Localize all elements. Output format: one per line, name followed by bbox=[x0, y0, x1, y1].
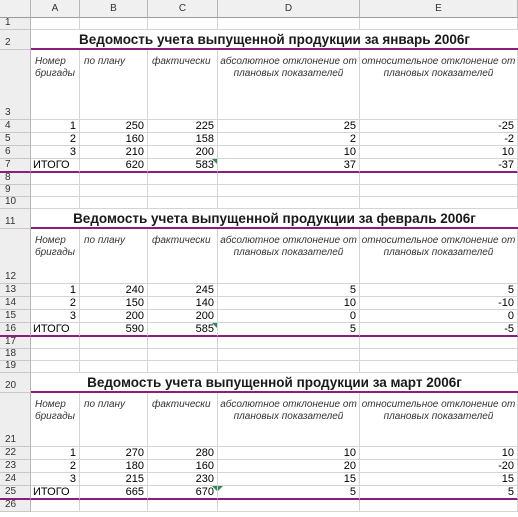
cell-d8[interactable] bbox=[218, 173, 360, 185]
cell-value: 230 bbox=[195, 473, 214, 485]
cell-value: 1 bbox=[69, 447, 76, 459]
sheet-row-4 bbox=[0, 120, 518, 133]
header-fact[interactable]: фактически bbox=[148, 50, 218, 120]
row-header-11[interactable] bbox=[0, 209, 31, 229]
cell-c17[interactable] bbox=[148, 337, 218, 349]
cell-e9[interactable] bbox=[360, 185, 518, 197]
row-header-23[interactable] bbox=[0, 460, 31, 473]
cell-d14[interactable] bbox=[218, 297, 360, 310]
sheet-row-18 bbox=[0, 349, 518, 361]
cell-d9[interactable] bbox=[218, 185, 360, 197]
cell-d18[interactable] bbox=[218, 349, 360, 361]
sheet-row-11 bbox=[0, 209, 518, 229]
total-value: 5 bbox=[349, 486, 356, 498]
cell-b13[interactable] bbox=[80, 284, 148, 297]
row-header-26[interactable] bbox=[0, 500, 31, 512]
header-abs[interactable]: абсолютное отклонение от плановых показателей bbox=[218, 50, 360, 120]
sheet-row-12 bbox=[0, 229, 518, 284]
sheet-row-15 bbox=[0, 310, 518, 323]
cell-e23[interactable] bbox=[360, 460, 518, 473]
header-fact[interactable]: фактически bbox=[148, 393, 218, 447]
row-header-12[interactable] bbox=[0, 229, 31, 284]
sheet-row-6 bbox=[0, 146, 518, 159]
total-value: 620 bbox=[125, 159, 144, 171]
cell-value: 15 bbox=[343, 473, 356, 485]
cell-a23[interactable] bbox=[31, 460, 80, 473]
cell-b18[interactable] bbox=[80, 349, 148, 361]
sheet-row-2 bbox=[0, 30, 518, 50]
cell-b9[interactable] bbox=[80, 185, 148, 197]
sheet-row-17 bbox=[0, 337, 518, 349]
error-indicator-icon bbox=[212, 323, 217, 328]
sheet-row-23 bbox=[0, 460, 518, 473]
cell-value: 215 bbox=[125, 473, 144, 485]
cell-e15[interactable] bbox=[360, 310, 518, 323]
cell-value: -2 bbox=[504, 133, 514, 145]
cell-value: -20 bbox=[498, 460, 514, 472]
row-header-6[interactable] bbox=[0, 146, 31, 159]
cell-value: 2 bbox=[69, 133, 76, 145]
sheet-row-25 bbox=[0, 486, 518, 500]
cell-a15[interactable] bbox=[31, 310, 80, 323]
cell-a1[interactable] bbox=[31, 18, 80, 30]
cell-c4[interactable] bbox=[148, 120, 218, 133]
cell-b22[interactable] bbox=[80, 447, 148, 460]
cell-e22[interactable] bbox=[360, 447, 518, 460]
cell-value: 15 bbox=[501, 473, 514, 485]
cell-c10[interactable] bbox=[148, 197, 218, 209]
cell-a26[interactable] bbox=[31, 500, 80, 512]
cell-d4[interactable] bbox=[218, 120, 360, 133]
row-header-24[interactable] bbox=[0, 473, 31, 486]
sheet-row-20 bbox=[0, 373, 518, 393]
cell-e18[interactable] bbox=[360, 349, 518, 361]
row-header-3[interactable] bbox=[0, 50, 31, 120]
row-number: 5 bbox=[5, 133, 11, 144]
cell-value: -25 bbox=[498, 120, 514, 132]
cell-value: 270 bbox=[125, 447, 144, 459]
cell-value: 0 bbox=[507, 310, 514, 322]
cell-value: -10 bbox=[498, 297, 514, 309]
header-rel[interactable]: относительное отклонение от плановых показателей bbox=[360, 393, 518, 447]
row-header-9[interactable] bbox=[0, 185, 31, 197]
cell-a14[interactable] bbox=[31, 297, 80, 310]
row-header-22[interactable] bbox=[0, 447, 31, 460]
cell-b17[interactable] bbox=[80, 337, 148, 349]
row-header-20[interactable] bbox=[0, 373, 31, 393]
total-label: ИТОГО bbox=[33, 323, 70, 335]
table-title: Ведомость учета выпущенной продукции за февраль 2006г bbox=[31, 209, 518, 229]
cell-value: 225 bbox=[195, 120, 214, 132]
cell-c22[interactable] bbox=[148, 447, 218, 460]
row-number: 11 bbox=[5, 216, 16, 227]
cell-value: 1 bbox=[69, 120, 76, 132]
cell-value: 10 bbox=[343, 297, 356, 309]
total-value: 5 bbox=[507, 486, 514, 498]
sheet-row-3 bbox=[0, 50, 518, 120]
sheet-row-7 bbox=[0, 159, 518, 173]
cell-value: 158 bbox=[195, 133, 214, 145]
table-title: Ведомость учета выпущенной продукции за январь 2006г bbox=[31, 30, 518, 50]
row-header-15[interactable] bbox=[0, 310, 31, 323]
cell-b24[interactable] bbox=[80, 473, 148, 486]
cell-c26[interactable] bbox=[148, 500, 218, 512]
column-header-row bbox=[0, 0, 518, 18]
cell-value: 200 bbox=[195, 146, 214, 158]
column-header-c[interactable]: C bbox=[148, 0, 218, 18]
row-number: 9 bbox=[5, 185, 11, 195]
row-number: 2 bbox=[5, 37, 11, 48]
sheet-row-9 bbox=[0, 185, 518, 197]
row-header-5[interactable] bbox=[0, 133, 31, 146]
cell-c7[interactable] bbox=[148, 159, 218, 173]
cell-b25[interactable] bbox=[80, 486, 148, 500]
cell-a16[interactable] bbox=[31, 323, 80, 337]
cell-value: 240 bbox=[125, 284, 144, 296]
cell-e4[interactable] bbox=[360, 120, 518, 133]
row-number: 22 bbox=[5, 447, 17, 458]
row-header-1[interactable] bbox=[0, 18, 31, 30]
cell-value: 200 bbox=[125, 310, 144, 322]
cell-value: 2 bbox=[69, 297, 76, 309]
cell-e13[interactable] bbox=[360, 284, 518, 297]
total-value: 590 bbox=[125, 323, 144, 335]
cell-d19[interactable] bbox=[218, 361, 360, 373]
cell-d16[interactable] bbox=[218, 323, 360, 337]
sheet-row-22 bbox=[0, 447, 518, 460]
row-number: 18 bbox=[5, 349, 17, 359]
cell-d22[interactable] bbox=[218, 447, 360, 460]
cell-value: 245 bbox=[195, 284, 214, 296]
error-indicator-icon bbox=[218, 486, 223, 491]
cell-e10[interactable] bbox=[360, 197, 518, 209]
cell-e5[interactable] bbox=[360, 133, 518, 146]
sheet-row-21 bbox=[0, 393, 518, 447]
sheet-row-26 bbox=[0, 500, 518, 512]
cell-a9[interactable] bbox=[31, 185, 80, 197]
cell-a18[interactable] bbox=[31, 349, 80, 361]
cell-e1[interactable] bbox=[360, 18, 518, 30]
cell-d7[interactable] bbox=[218, 159, 360, 173]
cell-d6[interactable] bbox=[218, 146, 360, 159]
cell-d26[interactable] bbox=[218, 500, 360, 512]
cell-b1[interactable] bbox=[80, 18, 148, 30]
row-header-17[interactable] bbox=[0, 337, 31, 349]
cell-value: 1 bbox=[69, 284, 76, 296]
total-label: ИТОГО bbox=[33, 486, 70, 498]
cell-c15[interactable] bbox=[148, 310, 218, 323]
column-header-e[interactable]: E bbox=[360, 0, 518, 18]
cell-value: 160 bbox=[125, 133, 144, 145]
row-header-25[interactable] bbox=[0, 486, 31, 500]
row-number: 12 bbox=[5, 271, 17, 282]
sheet-row-8 bbox=[0, 173, 518, 185]
row-header-13[interactable] bbox=[0, 284, 31, 297]
row-number: 10 bbox=[5, 197, 17, 207]
cell-a10[interactable] bbox=[31, 197, 80, 209]
cell-e17[interactable] bbox=[360, 337, 518, 349]
cell-b4[interactable] bbox=[80, 120, 148, 133]
cell-e14[interactable] bbox=[360, 297, 518, 310]
cell-e19[interactable] bbox=[360, 361, 518, 373]
cell-value: 3 bbox=[69, 310, 76, 322]
total-value: -37 bbox=[498, 159, 514, 171]
cell-b16[interactable] bbox=[80, 323, 148, 337]
cell-c1[interactable] bbox=[148, 18, 218, 30]
row-header-2[interactable] bbox=[0, 30, 31, 50]
select-all-corner[interactable] bbox=[0, 0, 31, 18]
row-number: 26 bbox=[5, 500, 17, 510]
cell-value: 250 bbox=[125, 120, 144, 132]
sheet-row-24 bbox=[0, 473, 518, 486]
cell-a5[interactable] bbox=[31, 133, 80, 146]
cell-e7[interactable] bbox=[360, 159, 518, 173]
sheet-row-14 bbox=[0, 297, 518, 310]
total-value: 665 bbox=[125, 486, 144, 498]
cell-value: 5 bbox=[507, 284, 514, 296]
row-header-4[interactable] bbox=[0, 120, 31, 133]
cell-value: 10 bbox=[501, 146, 514, 158]
total-value: 37 bbox=[343, 159, 356, 171]
total-value: 670 bbox=[195, 486, 214, 498]
column-header-a[interactable]: A bbox=[31, 0, 80, 18]
row-number: 17 bbox=[5, 337, 17, 347]
row-number: 19 bbox=[5, 361, 17, 371]
cell-c16[interactable] bbox=[148, 323, 218, 337]
row-number: 13 bbox=[5, 284, 17, 295]
cell-c23[interactable] bbox=[148, 460, 218, 473]
row-number: 4 bbox=[5, 120, 11, 131]
cell-value: 180 bbox=[125, 460, 144, 472]
cell-value: 0 bbox=[349, 310, 356, 322]
cell-value: 25 bbox=[343, 120, 356, 132]
row-number: 15 bbox=[5, 310, 17, 321]
row-number: 14 bbox=[5, 297, 17, 308]
cell-value: 280 bbox=[195, 447, 214, 459]
sheet-row-10 bbox=[0, 197, 518, 209]
row-number: 21 bbox=[5, 434, 17, 445]
cell-value: 3 bbox=[69, 146, 76, 158]
cell-value: 20 bbox=[343, 460, 356, 472]
sheet-row-16 bbox=[0, 323, 518, 337]
cell-b8[interactable] bbox=[80, 173, 148, 185]
cell-c24[interactable] bbox=[148, 473, 218, 486]
row-header-10[interactable] bbox=[0, 197, 31, 209]
cell-value: 200 bbox=[195, 310, 214, 322]
header-brigade[interactable]: Номер бригады bbox=[31, 229, 80, 284]
cell-b26[interactable] bbox=[80, 500, 148, 512]
row-number: 20 bbox=[5, 380, 17, 391]
cell-b15[interactable] bbox=[80, 310, 148, 323]
cell-d23[interactable] bbox=[218, 460, 360, 473]
cell-d10[interactable] bbox=[218, 197, 360, 209]
row-header-16[interactable] bbox=[0, 323, 31, 337]
cell-e6[interactable] bbox=[360, 146, 518, 159]
cell-c13[interactable] bbox=[148, 284, 218, 297]
total-value: 585 bbox=[195, 323, 214, 335]
row-header-7[interactable] bbox=[0, 159, 31, 173]
cell-b10[interactable] bbox=[80, 197, 148, 209]
sheet-row-5 bbox=[0, 133, 518, 146]
cell-value: 10 bbox=[501, 447, 514, 459]
cell-c19[interactable] bbox=[148, 361, 218, 373]
cell-d1[interactable] bbox=[218, 18, 360, 30]
cell-a19[interactable] bbox=[31, 361, 80, 373]
header-plan[interactable]: по плану bbox=[80, 393, 148, 447]
header-brigade[interactable]: Номер бригады bbox=[31, 50, 80, 120]
cell-e24[interactable] bbox=[360, 473, 518, 486]
cell-a22[interactable] bbox=[31, 447, 80, 460]
row-number: 6 bbox=[5, 146, 11, 157]
cell-value: 160 bbox=[195, 460, 214, 472]
error-indicator-icon bbox=[212, 486, 217, 491]
cell-d25[interactable] bbox=[218, 486, 360, 500]
header-abs[interactable]: абсолютное отклонение от плановых показателей bbox=[218, 229, 360, 284]
cell-a4[interactable] bbox=[31, 120, 80, 133]
cell-c18[interactable] bbox=[148, 349, 218, 361]
cell-value: 10 bbox=[343, 447, 356, 459]
cell-e8[interactable] bbox=[360, 173, 518, 185]
cell-b14[interactable] bbox=[80, 297, 148, 310]
header-abs[interactable]: абсолютное отклонение от плановых показателей bbox=[218, 393, 360, 447]
cell-e26[interactable] bbox=[360, 500, 518, 512]
row-number: 24 bbox=[5, 473, 17, 484]
header-rel[interactable]: относительное отклонение от плановых показателей bbox=[360, 50, 518, 120]
cell-c6[interactable] bbox=[148, 146, 218, 159]
cell-c9[interactable] bbox=[148, 185, 218, 197]
cell-c14[interactable] bbox=[148, 297, 218, 310]
cell-value: 2 bbox=[349, 133, 356, 145]
header-fact[interactable]: фактически bbox=[148, 229, 218, 284]
row-number: 8 bbox=[5, 173, 11, 183]
row-number: 25 bbox=[5, 486, 17, 497]
cell-b7[interactable] bbox=[80, 159, 148, 173]
table-title: Ведомость учета выпущенной продукции за март 2006г bbox=[31, 373, 518, 393]
sheet-row-1 bbox=[0, 18, 518, 30]
cell-d5[interactable] bbox=[218, 133, 360, 146]
row-header-19[interactable] bbox=[0, 361, 31, 373]
cell-a13[interactable] bbox=[31, 284, 80, 297]
cell-value: 140 bbox=[195, 297, 214, 309]
cell-c25[interactable] bbox=[148, 486, 218, 500]
cell-a25[interactable] bbox=[31, 486, 80, 500]
cell-b6[interactable] bbox=[80, 146, 148, 159]
column-header-b[interactable]: B bbox=[80, 0, 148, 18]
total-value: 5 bbox=[349, 323, 356, 335]
cell-b5[interactable] bbox=[80, 133, 148, 146]
cell-b23[interactable] bbox=[80, 460, 148, 473]
row-number: 7 bbox=[5, 159, 11, 170]
cell-value: 2 bbox=[69, 460, 76, 472]
total-value: -5 bbox=[504, 323, 514, 335]
cell-b19[interactable] bbox=[80, 361, 148, 373]
sheet-row-19 bbox=[0, 361, 518, 373]
cell-a8[interactable] bbox=[31, 173, 80, 185]
sheet-row-13 bbox=[0, 284, 518, 297]
cell-c8[interactable] bbox=[148, 173, 218, 185]
cell-d13[interactable] bbox=[218, 284, 360, 297]
cell-e16[interactable] bbox=[360, 323, 518, 337]
row-header-21[interactable] bbox=[0, 393, 31, 447]
cell-a7[interactable] bbox=[31, 159, 80, 173]
cell-a6[interactable] bbox=[31, 146, 80, 159]
cell-value: 210 bbox=[125, 146, 144, 158]
total-label: ИТОГО bbox=[33, 159, 70, 171]
cell-d24[interactable] bbox=[218, 473, 360, 486]
row-header-8[interactable] bbox=[0, 173, 31, 185]
cell-value: 150 bbox=[125, 297, 144, 309]
cell-d17[interactable] bbox=[218, 337, 360, 349]
header-plan[interactable]: по плану bbox=[80, 229, 148, 284]
cell-a17[interactable] bbox=[31, 337, 80, 349]
cell-value: 5 bbox=[349, 284, 356, 296]
row-header-18[interactable] bbox=[0, 349, 31, 361]
row-number: 16 bbox=[5, 323, 17, 334]
cell-a24[interactable] bbox=[31, 473, 80, 486]
column-header-d[interactable]: D bbox=[218, 0, 360, 18]
header-rel[interactable]: относительное отклонение от плановых показателей bbox=[360, 229, 518, 284]
cell-e25[interactable] bbox=[360, 486, 518, 500]
total-value: 583 bbox=[195, 159, 214, 171]
cell-d15[interactable] bbox=[218, 310, 360, 323]
cell-c5[interactable] bbox=[148, 133, 218, 146]
row-number: 23 bbox=[5, 460, 17, 471]
cell-value: 3 bbox=[69, 473, 76, 485]
row-number: 1 bbox=[5, 18, 11, 28]
error-indicator-icon bbox=[212, 159, 217, 164]
cell-value: 10 bbox=[343, 146, 356, 158]
row-number: 3 bbox=[5, 107, 11, 118]
row-header-14[interactable] bbox=[0, 297, 31, 310]
header-brigade[interactable]: Номер бригады bbox=[31, 393, 80, 447]
header-plan[interactable]: по плану bbox=[80, 50, 148, 120]
